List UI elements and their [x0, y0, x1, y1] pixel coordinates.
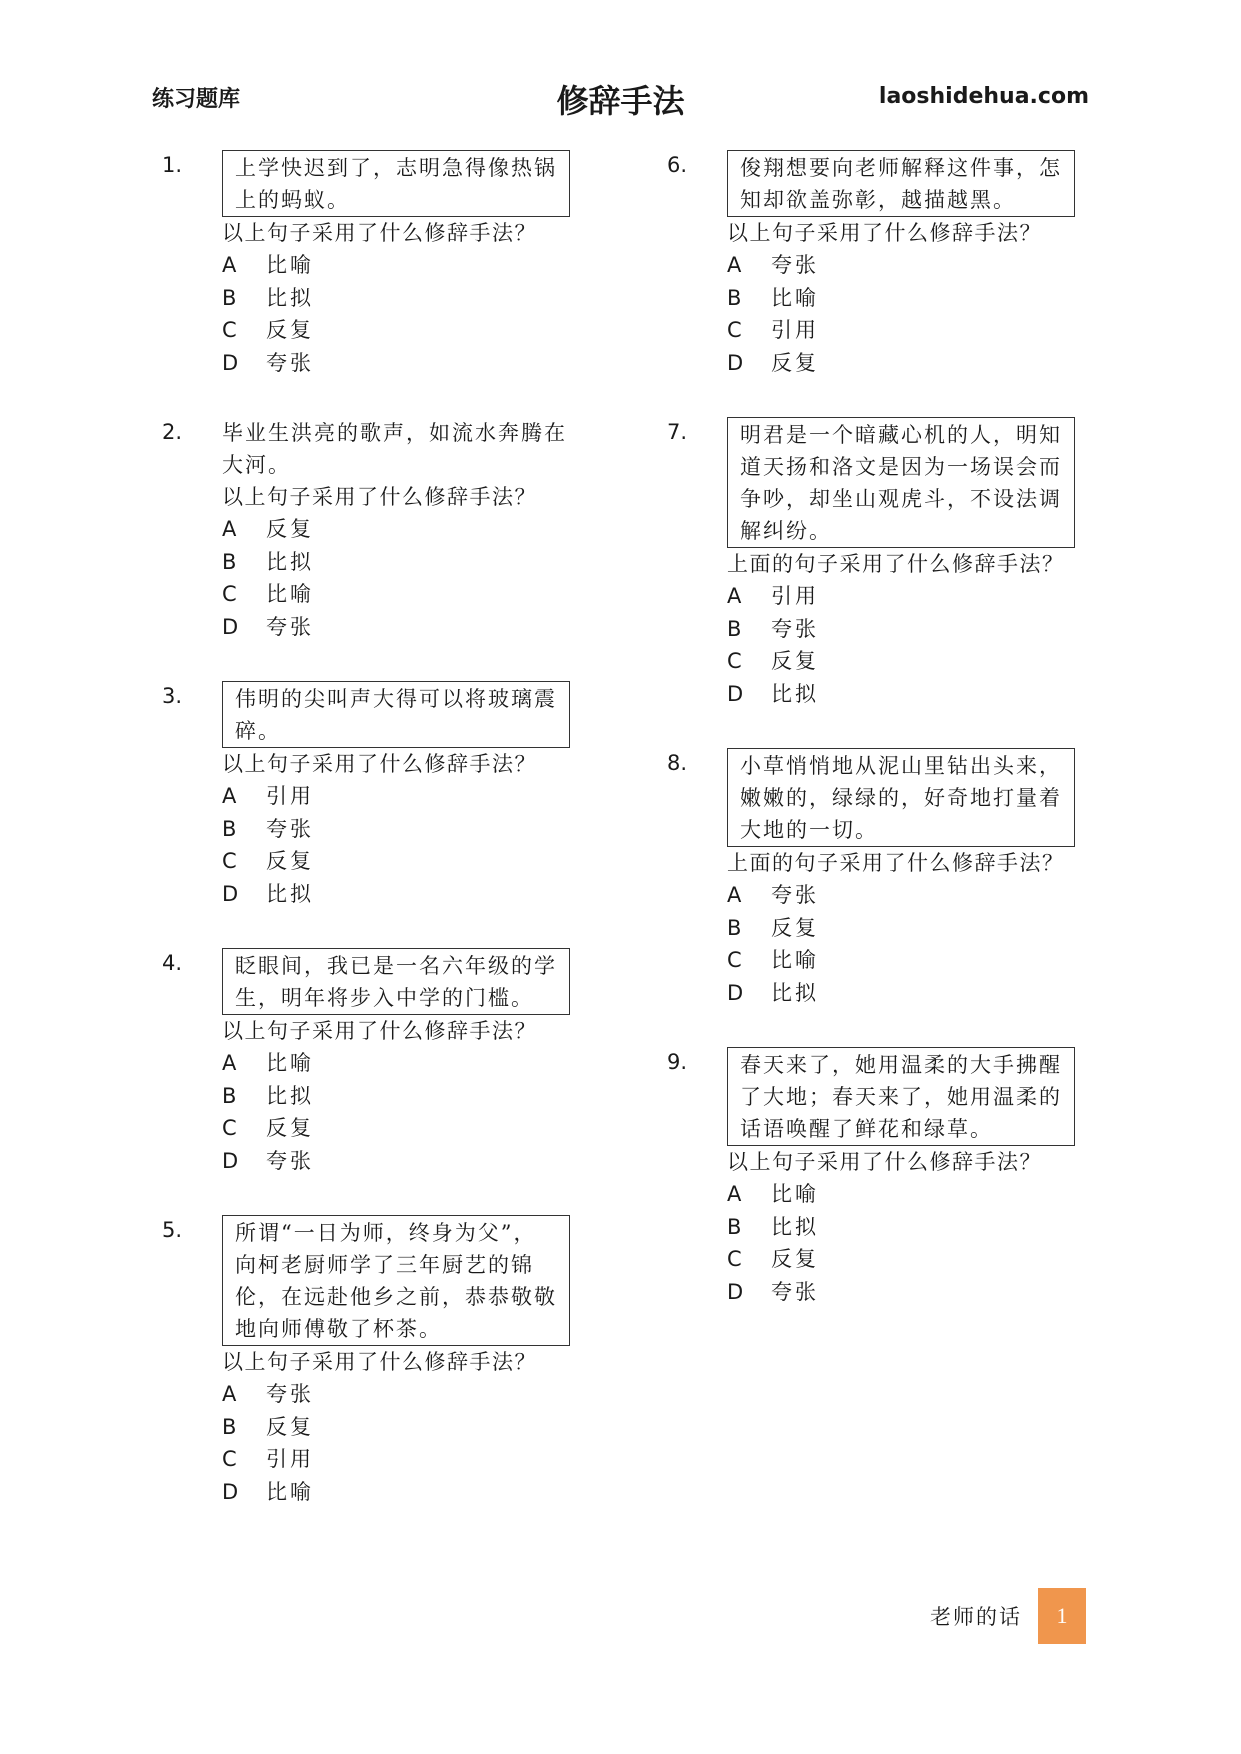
option-letter: C: [222, 318, 237, 342]
question-item: [162, 948, 602, 1177]
answer-option[interactable]: [727, 645, 1107, 678]
answer-option[interactable]: [222, 249, 602, 282]
option-text: 比喻: [771, 285, 819, 310]
option-letter: B: [222, 549, 237, 574]
option-text: 反复: [266, 849, 314, 873]
option-text: 反复: [771, 350, 819, 375]
question-number: 6.: [667, 153, 688, 177]
option-letter: C: [222, 849, 237, 873]
answer-option[interactable]: [222, 513, 602, 546]
option-letter: C: [222, 1447, 237, 1471]
option-text: 反复: [771, 649, 819, 673]
option-letter: D: [222, 881, 239, 906]
option-text: 夸张: [266, 1382, 314, 1406]
left-column: [162, 150, 602, 1546]
question-sentence-box: 伟明的尖叫声大得可以将玻璃震碎。: [222, 681, 570, 748]
question-number: 5.: [162, 1218, 183, 1242]
option-letter: B: [222, 1083, 237, 1108]
question-prompt: 上面的句子采用了什么修辞手法？: [727, 851, 1065, 875]
answer-option[interactable]: [222, 1378, 602, 1411]
answer-option[interactable]: [727, 977, 1107, 1010]
option-text: 比喻: [771, 948, 819, 972]
option-text: 夸张: [266, 614, 314, 639]
question-number: 9.: [667, 1050, 688, 1074]
question-sentence-box: 春天来了，她用温柔的大手拂醒了大地；春天来了，她用温柔的话语唤醒了鲜花和绿草。: [727, 1047, 1075, 1146]
answer-option[interactable]: [222, 1047, 602, 1080]
answer-option[interactable]: [727, 249, 1107, 282]
question-sentence: 毕业生洪亮的歌声，如流水奔腾在大河。: [222, 421, 567, 477]
question-prompt: 以上句子采用了什么修辞手法？: [727, 221, 1042, 245]
answer-option[interactable]: [222, 347, 602, 380]
question-prompt: 以上句子采用了什么修辞手法？: [727, 1150, 1042, 1174]
option-letter: B: [727, 616, 742, 641]
option-letter: C: [727, 1247, 742, 1271]
answer-option[interactable]: [222, 845, 602, 878]
option-letter: A: [222, 253, 237, 277]
option-letter: D: [222, 1148, 239, 1173]
answer-option[interactable]: [222, 1443, 602, 1476]
answer-option[interactable]: [222, 1080, 602, 1113]
question-number: 2.: [162, 420, 183, 444]
option-letter: B: [222, 1414, 237, 1439]
answer-option[interactable]: [222, 1476, 602, 1509]
answer-option[interactable]: [727, 678, 1107, 711]
option-letter: C: [222, 1116, 237, 1140]
worksheet-label: 练习题库: [152, 87, 241, 112]
question-item: [667, 1047, 1107, 1308]
option-text: 反复: [771, 915, 819, 940]
option-text: 比喻: [771, 1182, 819, 1206]
option-letter: D: [727, 1279, 744, 1304]
option-text: 比拟: [771, 681, 819, 706]
page-title: 修辞手法: [556, 82, 685, 120]
question-item: [162, 417, 602, 643]
answer-option[interactable]: [222, 546, 602, 579]
option-text: 比拟: [266, 1083, 314, 1108]
answer-option[interactable]: [222, 578, 602, 611]
option-text: 夸张: [771, 883, 819, 907]
question-item: [162, 150, 602, 379]
question-sentence-box: 所谓“一日为师，终身为父”，向柯老厨师学了三年厨艺的锦伦，在远赴他乡之前，恭恭敬敬地向师傅敬了杯茶。: [222, 1215, 570, 1346]
option-text: 夸张: [266, 350, 314, 375]
option-text: 比拟: [266, 285, 314, 310]
option-text: 夸张: [771, 253, 819, 277]
answer-option[interactable]: [222, 1145, 602, 1178]
option-letter: C: [727, 649, 742, 673]
question-sentence-box: 俊翔想要向老师解释这件事，怎知却欲盖弥彰，越描越黑。: [727, 150, 1075, 217]
question-number: 1.: [162, 153, 183, 177]
question-item: [667, 150, 1107, 379]
option-text: 比拟: [771, 1214, 819, 1239]
question-prompt: 以上句子采用了什么修辞手法？: [222, 752, 537, 776]
option-letter: A: [222, 1051, 237, 1075]
option-text: 引用: [266, 1447, 314, 1471]
option-letter: B: [727, 285, 742, 310]
answer-option[interactable]: [727, 1211, 1107, 1244]
option-text: 夸张: [266, 1148, 314, 1173]
option-text: 夸张: [266, 816, 314, 841]
option-text: 引用: [771, 318, 819, 342]
answer-option[interactable]: [727, 613, 1107, 646]
question-prompt: 以上句子采用了什么修辞手法？: [222, 1350, 537, 1374]
option-letter: C: [727, 948, 742, 972]
question-sentence-box: 明君是一个暗藏心机的人，明知道天扬和洛文是因为一场误会而争吵，却坐山观虎斗，不设法调解纠纷。: [727, 417, 1075, 548]
question-prompt: 以上句子采用了什么修辞手法？: [222, 221, 537, 245]
option-letter: B: [727, 1214, 742, 1239]
question-item: [667, 417, 1107, 710]
option-letter: D: [727, 350, 744, 375]
option-letter: A: [727, 253, 742, 277]
option-text: 反复: [266, 318, 314, 342]
question-item: [162, 681, 602, 910]
question-number: 4.: [162, 951, 183, 975]
answer-option[interactable]: [222, 813, 602, 846]
option-letter: A: [222, 517, 237, 541]
answer-option[interactable]: [727, 314, 1107, 347]
question-prompt: 以上句子采用了什么修辞手法？: [222, 1019, 537, 1043]
option-text: 引用: [771, 584, 819, 608]
answer-option[interactable]: [222, 1411, 602, 1444]
option-text: 比拟: [266, 881, 314, 906]
option-letter: D: [222, 1479, 239, 1504]
option-letter: A: [727, 1182, 742, 1206]
question-item: [667, 748, 1107, 1009]
answer-option[interactable]: [727, 1178, 1107, 1211]
right-column: [667, 150, 1107, 1346]
answer-option[interactable]: [727, 912, 1107, 945]
answer-option[interactable]: [222, 282, 602, 315]
option-text: 引用: [266, 784, 314, 808]
answer-option[interactable]: [727, 282, 1107, 315]
option-letter: D: [727, 980, 744, 1005]
question-item: [162, 1215, 602, 1508]
option-letter: D: [222, 350, 239, 375]
option-text: 反复: [266, 1116, 314, 1140]
option-text: 比喻: [266, 1479, 314, 1504]
question-prompt: 以上句子采用了什么修辞手法？: [222, 485, 537, 509]
option-text: 反复: [771, 1247, 819, 1271]
answer-option[interactable]: [727, 1243, 1107, 1276]
option-letter: B: [222, 816, 237, 841]
question-number: 3.: [162, 684, 183, 708]
option-text: 夸张: [771, 1279, 819, 1304]
option-text: 夸张: [771, 616, 819, 641]
question-sentence-box: 小草悄悄地从泥山里钻出头来，嫩嫩的，绿绿的，好奇地打量着大地的一切。: [727, 748, 1075, 847]
option-letter: D: [727, 681, 744, 706]
answer-option[interactable]: [727, 580, 1107, 613]
answer-option[interactable]: [222, 611, 602, 644]
option-letter: A: [222, 1382, 237, 1406]
option-text: 比喻: [266, 582, 314, 606]
question-number: 7.: [667, 420, 688, 444]
answer-option[interactable]: [727, 347, 1107, 380]
answer-option[interactable]: [222, 1112, 602, 1145]
site-url: laoshidehua.com: [878, 84, 1089, 109]
option-text: 比拟: [266, 549, 314, 574]
option-text: 反复: [266, 1414, 314, 1439]
option-text: 比拟: [771, 980, 819, 1005]
option-letter: D: [222, 614, 239, 639]
option-letter: C: [222, 582, 237, 606]
page-number-badge: 1: [1038, 1588, 1086, 1644]
option-letter: B: [727, 915, 742, 940]
answer-option[interactable]: [222, 314, 602, 347]
answer-option[interactable]: [222, 878, 602, 911]
answer-option[interactable]: [727, 879, 1107, 912]
footer-brand: 老师的话: [930, 1605, 1022, 1629]
answer-option[interactable]: [727, 944, 1107, 977]
option-text: 反复: [266, 517, 314, 541]
option-letter: A: [727, 883, 742, 907]
answer-option[interactable]: [727, 1276, 1107, 1309]
question-sentence-box: 眨眼间，我已是一名六年级的学生，明年将步入中学的门槛。: [222, 948, 570, 1015]
option-text: 比喻: [266, 253, 314, 277]
option-letter: A: [727, 584, 742, 608]
question-sentence-box: 上学快迟到了，志明急得像热锅上的蚂蚁。: [222, 150, 570, 217]
question-number: 8.: [667, 751, 688, 775]
option-text: 比喻: [266, 1051, 314, 1075]
answer-option[interactable]: [222, 780, 602, 813]
question-prompt: 上面的句子采用了什么修辞手法？: [727, 552, 1065, 576]
option-letter: A: [222, 784, 237, 808]
option-letter: C: [727, 318, 742, 342]
option-letter: B: [222, 285, 237, 310]
